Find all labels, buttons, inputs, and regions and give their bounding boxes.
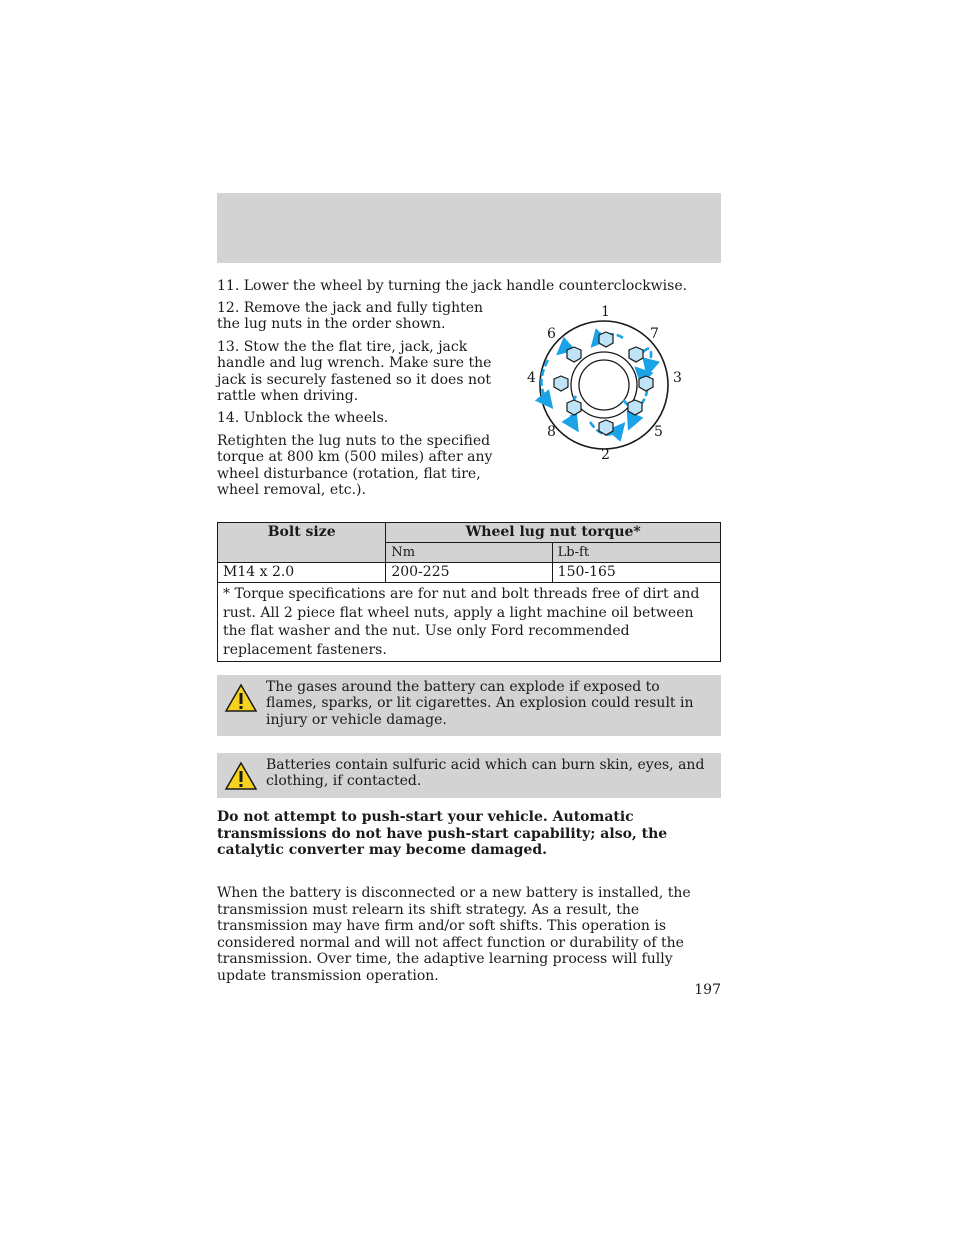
order-label-4: 4 <box>527 370 536 386</box>
warning-text-explosion: The gases around the battery can explode if exposed to flames, sparks, or lit cigarettes. An explosion could result in injury or vehicle damage. <box>266 679 694 728</box>
warning-text-acid: Batteries contain sulfuric acid which can burn skin, eyes, and clothing, if contacted. <box>266 757 705 790</box>
order-label-5: 5 <box>654 424 663 440</box>
lug-nut-order-diagram <box>518 300 693 465</box>
order-label-1: 1 <box>601 304 610 320</box>
lbft-cell: 150-165 <box>552 563 720 583</box>
lug-nut-4 <box>554 376 568 391</box>
hub-inner <box>579 360 629 410</box>
wheel-diagram-svg <box>518 300 693 465</box>
step-13: 13. Stow the the flat tire, jack, jack handle and lug wrench. Make sure the jack is securely fastened so it does not rattle when driving. <box>217 338 492 405</box>
header-band <box>217 193 721 263</box>
torque-header: Wheel lug nut torque* <box>386 523 721 543</box>
instruction-column <box>217 300 507 504</box>
torque-footnote: * Torque specifications are for nut and bolt threads free of dirt and rust. All 2 piece flat wheel nuts, apply a light machine oil between the flat washer and the nut. Use only Ford recommended replacement fasteners. <box>218 583 721 662</box>
lug-nut-8 <box>567 400 581 415</box>
lug-nut-1 <box>599 332 613 347</box>
warning-triangle-icon <box>224 683 258 713</box>
warning-box-explosion <box>217 675 721 736</box>
nm-unit-header: Nm <box>386 543 552 563</box>
step-14: 14. Unblock the wheels. <box>217 410 389 427</box>
bolt-size-cell: M14 x 2.0 <box>218 563 386 583</box>
step-11: 11. Lower the wheel by turning the jack handle counterclockwise. <box>217 278 688 294</box>
order-label-7: 7 <box>650 326 659 342</box>
retighten-note: Retighten the lug nuts to the specified torque at 800 km (500 miles) after any wheel disturbance (rotation, flat tire, wheel removal, etc.). <box>217 432 493 499</box>
warning-triangle-icon <box>224 761 258 791</box>
page-number: 197 <box>694 982 721 998</box>
lug-nut-3 <box>639 376 653 391</box>
torque-table <box>217 522 721 662</box>
lug-nut-2 <box>599 420 613 435</box>
lug-nut-5 <box>628 400 642 415</box>
transmission-paragraph: When the battery is disconnected or a new battery is installed, the transmission must relearn its shift strategy. As a result, the transmission may have firm and/or soft shifts. This operation is considered normal and will not affect function or durability of the transmission. Over time, the adaptive learning process will fully update transmission operation. <box>217 885 691 984</box>
order-label-2: 2 <box>601 447 610 463</box>
lbft-unit-header: Lb-ft <box>552 543 720 563</box>
push-start-note: Do not attempt to push-start your vehicle. Automatic transmissions do not have push-start capability; also, the catalytic converter may become damaged. <box>217 809 668 858</box>
order-label-8: 8 <box>547 424 556 440</box>
order-label-3: 3 <box>673 370 682 386</box>
order-label-6: 6 <box>547 326 556 342</box>
step-12: 12. Remove the jack and fully tighten the lug nuts in the order shown. <box>217 300 484 333</box>
nm-cell: 200-225 <box>386 563 552 583</box>
bolt-size-header: Bolt size <box>218 523 386 563</box>
warning-box-acid <box>217 753 721 798</box>
lug-nut-6 <box>567 347 581 362</box>
lug-nut-7 <box>629 347 643 362</box>
